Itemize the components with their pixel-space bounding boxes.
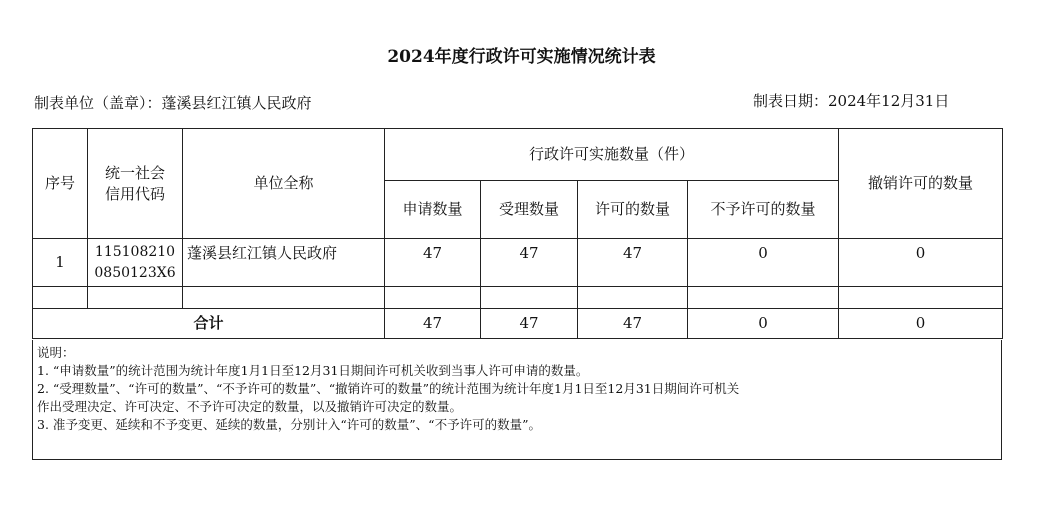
empty-row: [33, 287, 1003, 309]
header-row-1: [33, 129, 1003, 181]
row-accept: 47: [481, 239, 578, 287]
header-name: 单位全称: [183, 129, 385, 239]
note-2a: 2. “受理数量”、“许可的数量”、“不予许可的数量”、“撤销许可的数量”的统计范围为统计年度1月1日至12月31日期间许可机关: [37, 381, 740, 396]
total-deny: 0: [688, 309, 839, 339]
table-row: [33, 239, 1003, 287]
row-code-line1: 115108210: [94, 243, 176, 260]
total-row: [33, 309, 1003, 339]
total-apply: 47: [385, 309, 481, 339]
header-group: 行政许可实施数量（件）: [385, 129, 839, 181]
note-3: 3. 准予变更、延续和不予变更、延续的数量，分别计入“许可的数量”、“不予许可的数量”。: [37, 417, 541, 432]
note-2b: 作出受理决定、许可决定、不予许可决定的数量，以及撤销许可决定的数量。: [37, 399, 463, 414]
row-deny: 0: [688, 239, 839, 287]
note-1: 1. “申请数量”的统计范围为统计年度1月1日至12月31日期间许可机关收到当事人许可申请的数量。: [37, 363, 589, 378]
statistics-table: [32, 128, 1003, 339]
header-revoke: 撤销许可的数量: [839, 129, 1003, 239]
header-accept: 受理数量: [481, 181, 578, 239]
total-accept: 47: [481, 309, 578, 339]
header-permit: 许可的数量: [578, 181, 688, 239]
row-apply: 47: [385, 239, 481, 287]
row-code: [88, 239, 183, 287]
row-code-line2: 0850123X6: [94, 264, 176, 281]
header-seq: 序号: [33, 129, 88, 239]
row-permit: 47: [578, 239, 688, 287]
row-name: 蓬溪县红江镇人民政府: [183, 239, 385, 287]
unit-label: 制表单位（盖章）：蓬溪县红江镇人民政府: [34, 94, 312, 112]
date-label: 制表日期：2024年12月31日: [753, 92, 950, 110]
row-revoke: 0: [839, 239, 1003, 287]
header-code: 统一社会信用代码: [88, 129, 183, 239]
total-revoke: 0: [839, 309, 1003, 339]
total-label: 合计: [33, 309, 385, 339]
notes-box: [32, 340, 1002, 460]
header-deny: 不予许可的数量: [688, 181, 839, 239]
row-seq: 1: [33, 239, 88, 287]
header-apply: 申请数量: [385, 181, 481, 239]
notes-heading: 说明：: [37, 345, 75, 360]
total-permit: 47: [578, 309, 688, 339]
page-title: 2024年度行政许可实施情况统计表: [387, 47, 656, 67]
